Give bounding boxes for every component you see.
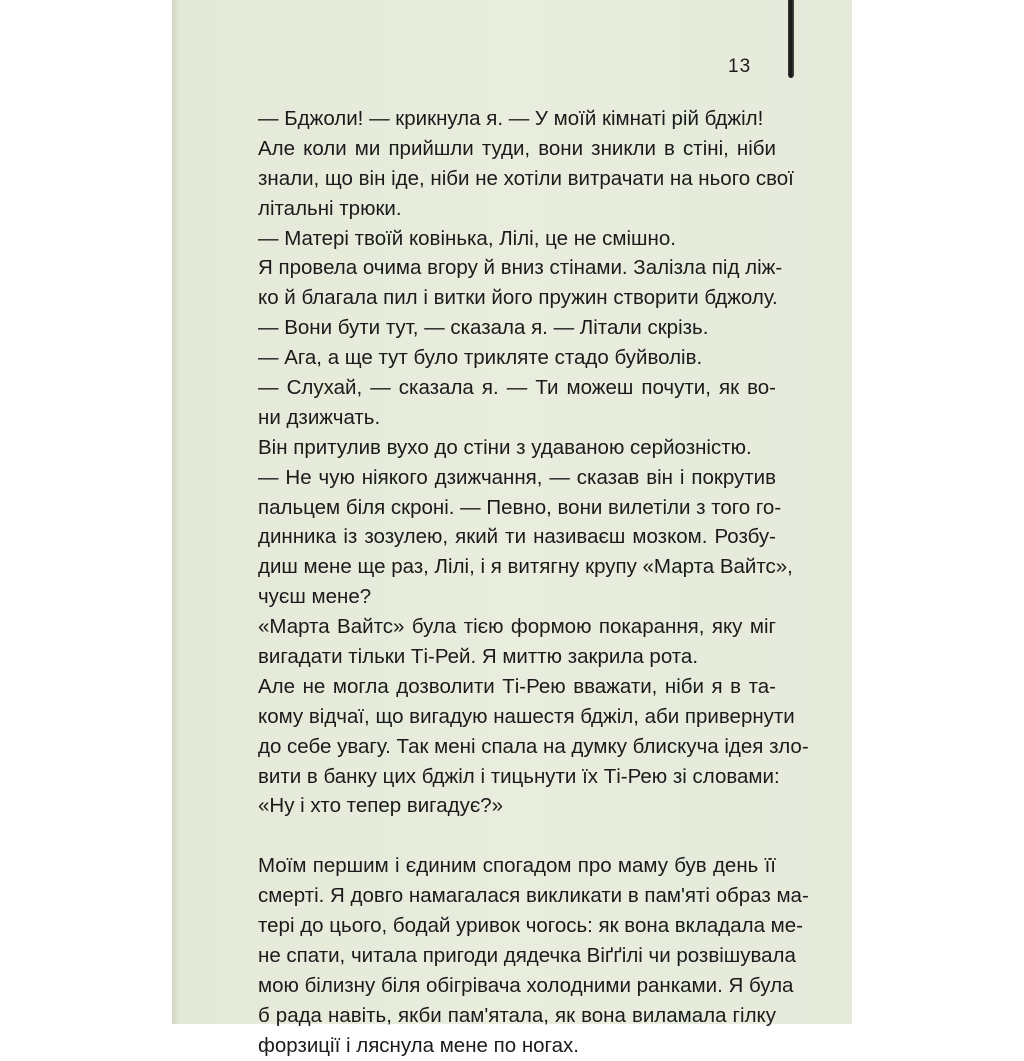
text-line: тері до цього, бодай уривок чогось: як вона вкладала ме- [258,914,803,938]
text-line: «Ну і хто тепер вигадує?» [258,794,504,818]
text-line: диш мене ще раз, Лілі, і я витягну крупу «Марта Вайтс», [258,555,793,579]
body-text [258,104,809,1061]
text-line: Але коли ми прийшли туди, вони зникли в стіні, ніби [258,136,776,160]
text-line: не спати, читала пригоди дядечка Віґґілі чи розвішувала [258,944,796,968]
text-line: — Вони бути тут, — сказала я. — Літали скрізь. [258,316,709,340]
bookmark-ribbon [788,0,794,78]
text-line: знали, що він іде, ніби не хотіли витрачати на нього свої [258,166,794,190]
section-break [258,821,776,851]
text-line: літальні трюки. [258,196,402,220]
text-line: — Слухай, — сказала я. — Ти можеш почути, як во- [258,376,776,400]
text-line: б рада навіть, якби пам'ятала, як вона виламала гілку [258,1003,776,1027]
text-line: — Не чую ніякого дзижчання, — сказав він і покрутив [258,465,776,489]
text-line: чуєш мене? [258,585,372,609]
text-line: Моїм першим і єдиним спогадом про маму був день її [258,854,776,878]
page-number: 13 [728,56,752,77]
text-line: до себе увагу. Так мені спала на думку блискуча ідея зло- [258,734,809,758]
text-line: Але не могла дозволити Ті-Рею вважати, ніби я в та- [258,674,776,698]
spine-shadow [172,0,180,1024]
text-line: динника із зозулею, який ти називаєш мозком. Розбу- [258,525,776,549]
text-line: — Бджоли! — крикнула я. — У моїй кімнаті рій бджіл! [258,107,764,130]
text-line: — Матері твоїй ковінька, Лілі, це не смішно. [258,226,676,250]
text-line: ни дзижчать. [258,405,381,429]
text-line: пальцем біля скроні. — Певно, вони вилетіли з того го- [258,495,782,519]
text-line: кому відчаї, що вигадую нашестя бджіл, аби привернути [258,704,795,728]
text-line: мою білизну біля обігрівача холодними ранками. Я була [258,973,794,997]
text-line: — Ага, а ще тут було трикляте стадо буйволів. [258,346,703,370]
text-line: форзиції і ляснула мене по ногах. [258,1033,579,1057]
text-line: вигадати тільки Ті-Рей. Я миттю закрила рота. [258,645,699,669]
text-line: Я провела очима вгору й вниз стінами. Залізла під ліж- [258,256,783,280]
text-line: ко й благала пил і витки його пружин створити бджолу. [258,286,778,310]
text-line: смерті. Я довго намагалася викликати в пам'яті образ ма- [258,884,809,908]
text-line: Він притулив вухо до стіни з удаваною серйозністю. [258,435,752,459]
text-line: вити в банку цих бджіл і тицьнути їх Ті-Рею зі словами: [258,764,780,788]
text-line: «Марта Вайтс» була тією формою покарання, яку міг [258,615,776,639]
book-page [172,0,852,1057]
